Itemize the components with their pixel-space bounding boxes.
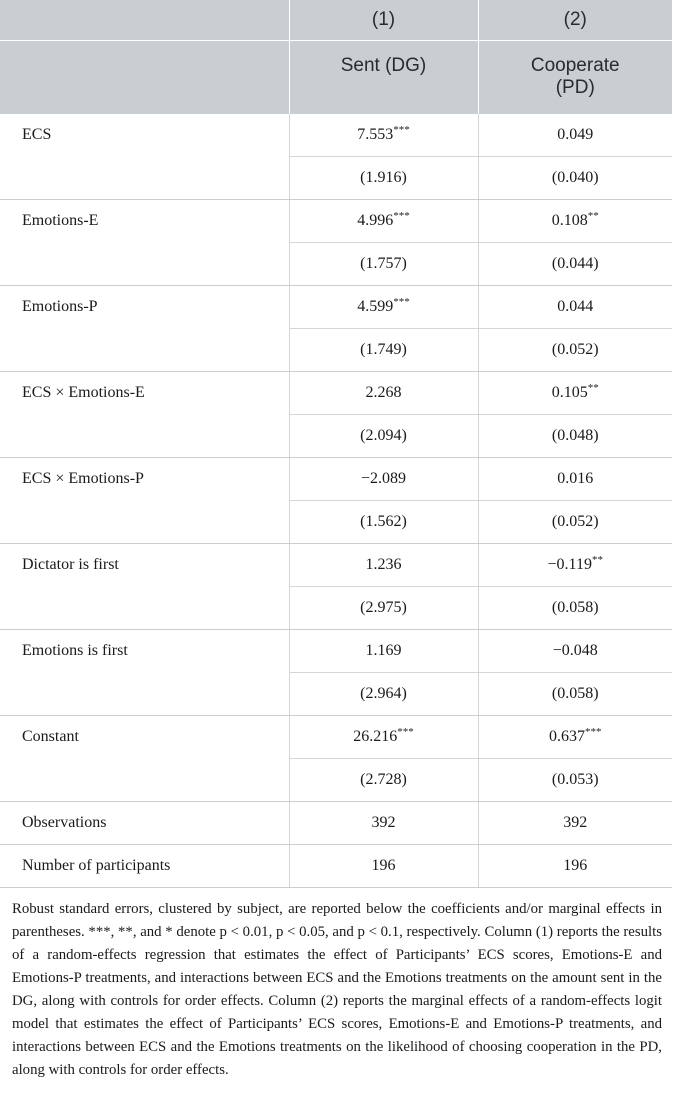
significance-stars: *** <box>393 296 410 308</box>
coef-col1 <box>289 200 478 243</box>
coef-col1-value: 1.169 <box>365 642 402 659</box>
summary-col1 <box>289 802 478 845</box>
se-col1-value: (1.916) <box>360 169 407 186</box>
coef-col2-value: 0.637 <box>549 728 585 745</box>
row-label <box>0 372 289 415</box>
se-col1 <box>289 587 478 630</box>
standard-error-row <box>0 157 672 200</box>
coefficient-row <box>0 372 672 415</box>
coefficient-row <box>0 716 672 759</box>
coef-col1-value: 26.216 <box>353 728 398 745</box>
coef-col2-value: 0.105 <box>551 384 588 401</box>
coef-col2 <box>478 286 672 329</box>
significance-stars: ** <box>591 554 603 566</box>
se-col2-value: (0.058) <box>551 685 599 702</box>
se-col2 <box>478 157 672 200</box>
se-col1-value: (2.975) <box>360 599 407 616</box>
significance-stars: *** <box>397 726 414 738</box>
se-col1 <box>289 759 478 802</box>
coef-col2-value: 0.016 <box>557 470 594 487</box>
standard-error-row <box>0 243 672 286</box>
se-col2 <box>478 673 672 716</box>
coefficient-row <box>0 544 672 587</box>
coef-col2-value: 0.049 <box>557 126 594 143</box>
coef-col2 <box>478 544 672 587</box>
se-col2-value: (0.044) <box>551 255 599 272</box>
col2-label-line2: (PD) <box>555 77 595 98</box>
se-col2 <box>478 243 672 286</box>
col1-number: (1) <box>289 0 478 41</box>
summary-col2-value: 196 <box>563 857 588 874</box>
se-col1 <box>289 415 478 458</box>
se-col2 <box>478 587 672 630</box>
se-col1 <box>289 501 478 544</box>
coef-col1 <box>289 458 478 501</box>
col2-label <box>478 41 672 114</box>
standard-error-row <box>0 759 672 802</box>
se-col2 <box>478 415 672 458</box>
coef-col2-value: 0.108 <box>551 212 588 229</box>
row-label-value: Emotions is first <box>22 642 128 660</box>
coef-col1 <box>289 544 478 587</box>
row-label-value: Emotions-P <box>22 298 98 316</box>
se-col1-value: (2.728) <box>360 771 407 788</box>
coef-col1 <box>289 372 478 415</box>
header-empty-cell <box>0 0 289 41</box>
coef-col2 <box>478 716 672 759</box>
se-col1-value: (1.562) <box>360 513 407 530</box>
row-label-value: Constant <box>22 728 79 746</box>
coef-col2 <box>478 630 672 673</box>
coef-col1 <box>289 114 478 157</box>
se-col2-value: (0.048) <box>551 427 599 444</box>
se-col1-value: (1.757) <box>360 255 407 272</box>
row-label <box>0 845 289 888</box>
coefficient-row <box>0 458 672 501</box>
row-label-value: Observations <box>22 814 107 831</box>
summary-col2-value: 392 <box>563 814 588 831</box>
row-label-empty <box>0 329 289 372</box>
row-label <box>0 114 289 157</box>
row-label-empty <box>0 587 289 630</box>
row-label <box>0 458 289 501</box>
se-col2 <box>478 329 672 372</box>
standard-error-row <box>0 329 672 372</box>
coef-col1-value: 4.996 <box>357 212 394 229</box>
significance-stars: *** <box>393 210 410 222</box>
se-col1-value: (2.964) <box>360 685 407 702</box>
table-body <box>0 114 672 888</box>
table-header <box>0 0 672 114</box>
coef-col2 <box>478 458 672 501</box>
row-label-value: Dictator is first <box>22 556 119 574</box>
row-label <box>0 286 289 329</box>
se-col1 <box>289 329 478 372</box>
standard-error-row <box>0 673 672 716</box>
coef-col2-value: −0.048 <box>552 642 598 659</box>
se-col2-value: (0.052) <box>551 513 599 530</box>
summary-row <box>0 802 672 845</box>
row-label-empty <box>0 415 289 458</box>
coef-col2 <box>478 372 672 415</box>
row-label-value: Emotions-E <box>22 212 99 230</box>
significance-stars: *** <box>585 726 602 738</box>
row-label <box>0 630 289 673</box>
row-label <box>0 802 289 845</box>
row-label-value: Number of participants <box>22 857 171 874</box>
row-label-empty <box>0 673 289 716</box>
standard-error-row <box>0 415 672 458</box>
summary-col2 <box>478 802 672 845</box>
coef-col1 <box>289 286 478 329</box>
coef-col2 <box>478 114 672 157</box>
row-label <box>0 200 289 243</box>
se-col2 <box>478 759 672 802</box>
se-col2-value: (0.040) <box>551 169 599 186</box>
se-col1-value: (2.094) <box>360 427 407 444</box>
coef-col1 <box>289 630 478 673</box>
header-empty-cell <box>0 41 289 114</box>
row-label <box>0 544 289 587</box>
standard-error-row <box>0 501 672 544</box>
se-col1 <box>289 673 478 716</box>
row-label-empty <box>0 157 289 200</box>
col1-label: Sent (DG) <box>289 41 478 114</box>
summary-col1-value: 392 <box>371 814 396 831</box>
coefficient-row <box>0 630 672 673</box>
significance-stars: *** <box>393 124 410 136</box>
se-col2-value: (0.058) <box>551 599 599 616</box>
row-label-empty <box>0 243 289 286</box>
se-col1 <box>289 243 478 286</box>
row-label-value: ECS <box>22 126 52 144</box>
summary-col2 <box>478 845 672 888</box>
significance-stars: ** <box>587 210 599 222</box>
coef-col1-value: 4.599 <box>357 298 394 315</box>
row-label-empty <box>0 759 289 802</box>
standard-error-row <box>0 587 672 630</box>
summary-col1 <box>289 845 478 888</box>
se-col1 <box>289 157 478 200</box>
coef-col1-value: 7.553 <box>357 126 394 143</box>
row-label-empty <box>0 501 289 544</box>
table-notes: Robust standard errors, clustered by subject, are reported below the coefficients and/or marginal effects in parentheses. ***, **, and * denote p < 0.01, p < 0.05, and p < 0.1, respectively. Column (1) reports the results of a random-effects regression that estimates the effect of Participants’ ECS scores, Emotions-E and Emotions-P treatments, and interactions between ECS and the Emotions treatments on the amount sent in the DG, along with controls for order effects. Column (2) reports the marginal effects of a random-effects logit model that estimates the effect of Participants’ ECS scores, Emotions-E and Emotions-P treatments, and interactions between ECS and the Emotions treatments on the likelihood of choosing cooperation in the PD, along with controls for order effects. <box>12 901 662 1078</box>
significance-stars: ** <box>587 382 599 394</box>
coefficient-row <box>0 200 672 243</box>
summary-col1-value: 196 <box>371 857 396 874</box>
summary-row <box>0 845 672 888</box>
coefficient-row <box>0 114 672 157</box>
se-col2 <box>478 501 672 544</box>
coef-col2-value: 0.044 <box>557 298 594 315</box>
coef-col1-value: 2.268 <box>365 384 402 401</box>
col2-number: (2) <box>478 0 672 41</box>
row-label-value: ECS × Emotions-P <box>22 470 144 488</box>
se-col2-value: (0.053) <box>551 771 599 788</box>
se-col2-value: (0.052) <box>551 341 599 358</box>
coef-col1-value: −2.089 <box>360 470 407 487</box>
coef-col1 <box>289 716 478 759</box>
coef-col1-value: 1.236 <box>365 556 402 573</box>
coefficient-row <box>0 286 672 329</box>
coef-col2-value: −0.119 <box>547 556 592 573</box>
coef-col2 <box>478 200 672 243</box>
row-label-value: ECS × Emotions-E <box>22 384 145 402</box>
se-col1-value: (1.749) <box>360 341 407 358</box>
row-label <box>0 716 289 759</box>
col2-label-line1: Cooperate <box>530 55 620 76</box>
